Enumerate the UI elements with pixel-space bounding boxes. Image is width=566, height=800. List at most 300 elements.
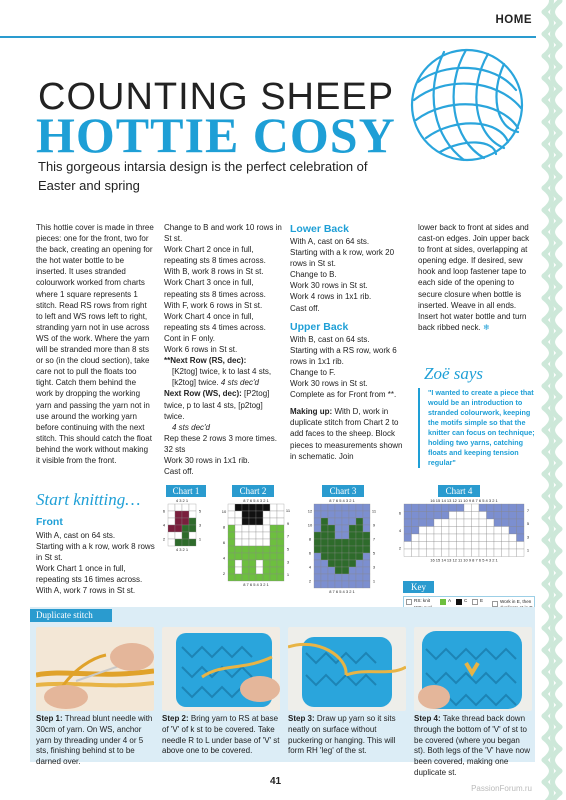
chart-cell <box>487 534 495 542</box>
para: [k2tog] twice. 4 sts dec'd <box>172 378 259 388</box>
chart-column-numbers: 4 3 2 1 <box>175 547 189 552</box>
subtitle: This gorgeous intarsia design is the perfect celebration of Easter and spring <box>38 159 368 193</box>
chart-cell <box>235 525 242 532</box>
chart-cell <box>321 539 328 546</box>
chart-cell <box>242 532 249 539</box>
chart-cell <box>314 504 321 511</box>
chart-cell <box>502 549 510 557</box>
chart-cell <box>342 553 349 560</box>
chart-cell <box>270 560 277 567</box>
chart-cell <box>270 532 277 539</box>
step-3-text: Step 3: Draw up yarn so it sits neatly on surface without puckering or hanging. This will form RH 'leg' of the st. <box>288 714 396 756</box>
chart-cell <box>270 511 277 518</box>
title-line-2: HOTTIE COSY <box>36 107 396 163</box>
chart-row-number: 12 <box>307 508 313 514</box>
chart-cell <box>427 512 435 520</box>
chart-cell <box>502 542 510 550</box>
chart-cell <box>509 519 517 527</box>
chart-cell <box>412 534 420 542</box>
chart-4-grid <box>392 498 538 568</box>
chart-cell <box>249 553 256 560</box>
chart-cell <box>349 574 356 581</box>
chart-cell <box>502 519 510 527</box>
chart-cell <box>479 549 487 557</box>
chart-cell <box>464 527 472 535</box>
chart-cell <box>249 525 256 532</box>
chart-cell <box>472 534 480 542</box>
chart-cell <box>356 581 363 588</box>
instructions-column-4 <box>418 222 538 333</box>
designer-quote-box <box>418 364 538 467</box>
chart-cell <box>263 525 270 532</box>
chart-cell <box>328 539 335 546</box>
chart-cell <box>235 539 242 546</box>
chart-cell <box>263 518 270 525</box>
chart-cell <box>404 549 412 557</box>
chart-cell <box>509 534 517 542</box>
chart-cell <box>494 527 502 535</box>
chart-cell <box>270 518 277 525</box>
chart-cell <box>249 518 256 525</box>
para: Starting with a RS row, work 6 rows in 1x1 rib. <box>290 345 397 366</box>
chart-cell <box>479 504 487 512</box>
chart-cell <box>182 525 189 532</box>
chart-cell <box>182 518 189 525</box>
chart-row-number: 5 <box>198 508 202 514</box>
chart-cell <box>356 574 363 581</box>
chart-cell <box>314 560 321 567</box>
chart-cell <box>242 553 249 560</box>
watermark: PassionForum.ru <box>471 784 532 793</box>
chart-cell <box>487 519 495 527</box>
chart-cell <box>404 519 412 527</box>
chart-2-label: Chart 2 <box>232 485 274 497</box>
chart-cell <box>314 546 321 553</box>
chart-cell <box>168 525 175 532</box>
chart-column-numbers: 8 7 6 5 4 3 2 1 <box>329 498 355 503</box>
chart-cell <box>328 574 335 581</box>
chart-cell <box>356 525 363 532</box>
chart-cell <box>404 527 412 535</box>
chart-cell <box>228 546 235 553</box>
page-number: 41 <box>270 776 282 787</box>
making-up: Making up: With D, work in duplicate stitch from Chart 2 to add faces to the sheep. Block pieces to measurements shown in schematic. Join <box>290 407 403 461</box>
chart-row-number: 2 <box>222 570 226 576</box>
chart-row-number: 8 <box>308 536 312 542</box>
chart-cell <box>517 519 525 527</box>
para: Complete as for Front from **. <box>290 390 397 400</box>
chart-column-numbers: 8 7 6 5 4 3 2 1 <box>243 498 269 503</box>
next-row-ws: Next Row (WS, dec): [P2tog] twice, p to last 4 sts, [p2tog] twice. <box>164 389 270 421</box>
chart-row-number: 11 <box>371 508 377 514</box>
step-2-photo <box>162 627 280 711</box>
chart-row-number: 4 <box>162 522 166 528</box>
para: Work 30 rows in St st. <box>290 281 368 291</box>
intro-column <box>36 222 154 466</box>
chart-cell <box>349 560 356 567</box>
chart-cell <box>228 553 235 560</box>
chart-cell <box>442 534 450 542</box>
next-row-rs-label: **Next Row (RS, dec): <box>164 356 247 366</box>
front-section <box>36 515 156 597</box>
chart-row-number: 4 <box>308 564 312 570</box>
upper-back-heading: Upper Back <box>290 320 349 333</box>
chart-cell <box>419 527 427 535</box>
para: With A, work 7 rows in St st. <box>36 586 136 596</box>
chart-cell <box>487 504 495 512</box>
chart-cell <box>235 560 242 567</box>
chart-cell <box>335 581 342 588</box>
chart-row-number: 6 <box>222 540 226 545</box>
chart-cell <box>363 511 370 518</box>
chart-cell <box>182 539 189 546</box>
chart-cell <box>277 532 284 539</box>
chart-cell <box>256 539 263 546</box>
chart-cell <box>335 532 342 539</box>
chart-cell <box>434 549 442 557</box>
chart-cell <box>270 574 277 581</box>
chart-cell <box>182 511 189 518</box>
chart-row-number: 2 <box>308 578 312 584</box>
chart-row-number: 8 <box>222 524 226 530</box>
yarn-ball-illustration <box>404 42 530 168</box>
chart-cell <box>235 574 242 581</box>
chart-cell <box>479 519 487 527</box>
chart-cell <box>479 512 487 520</box>
step-4-photo <box>414 627 532 711</box>
chart-cell <box>249 539 256 546</box>
chart-cell <box>242 539 249 546</box>
chart-cell <box>235 504 242 511</box>
chart-cell <box>270 504 277 511</box>
chart-cell <box>342 504 349 511</box>
para: With B, work 8 rows in St st. <box>164 267 264 277</box>
chart-cell <box>235 553 242 560</box>
chart-cell <box>228 560 235 567</box>
chart-row-number: 10 <box>307 522 313 528</box>
chart-cell <box>256 511 263 518</box>
chart-cell <box>277 539 284 546</box>
chart-row-number: 2 <box>162 536 166 542</box>
chart-cell <box>168 518 175 525</box>
chart-cell <box>442 519 450 527</box>
step-1-text: Step 1: Thread blunt needle with 30cm of yarn. On WS, anchor yarn by threading under 4 or 5 sts, finishing behind st to be darned over. <box>36 714 153 767</box>
chart-cell <box>412 504 420 512</box>
para: Cast off. <box>164 467 194 477</box>
chart-cell <box>342 518 349 525</box>
chart-cell <box>314 567 321 574</box>
chart-cell <box>235 567 242 574</box>
chart-cell <box>277 525 284 532</box>
chart-cell <box>328 532 335 539</box>
chart-cell <box>314 553 321 560</box>
chart-cell <box>277 511 284 518</box>
chart-cell <box>321 546 328 553</box>
chart-cell <box>335 539 342 546</box>
chart-cell <box>363 546 370 553</box>
key-label: Key <box>403 581 434 593</box>
chart-cell <box>356 518 363 525</box>
chart-cell <box>228 539 235 546</box>
title-line-1: COUNTING SHEEP <box>38 76 395 118</box>
chart-cell <box>228 518 235 525</box>
chart-cell <box>342 560 349 567</box>
chart-cell <box>263 553 270 560</box>
chart-cell <box>335 553 342 560</box>
chart-cell <box>419 504 427 512</box>
chart-cell <box>168 539 175 546</box>
chart-cell <box>472 512 480 520</box>
chart-cell <box>321 560 328 567</box>
chart-cell <box>412 549 420 557</box>
chart-cell <box>419 542 427 550</box>
chart-cell <box>249 511 256 518</box>
para: Starting with a k row, work 20 rows in St st. <box>290 248 395 269</box>
chart-cell <box>321 504 328 511</box>
chart-cell <box>335 546 342 553</box>
para: Work 30 rows in 1x1 rib. <box>164 455 250 465</box>
chart-cell <box>434 519 442 527</box>
chart-cell <box>335 504 342 511</box>
chart-column-numbers: 4 3 2 1 <box>175 498 189 503</box>
chart-cell <box>427 542 435 550</box>
chart-cell <box>442 549 450 557</box>
chart-cell <box>249 504 256 511</box>
chart-cell <box>509 512 517 520</box>
chart-cell <box>494 549 502 557</box>
chart-cell <box>328 518 335 525</box>
chart-row-number: 4 <box>222 555 226 561</box>
chart-row-number: 11 <box>285 507 291 513</box>
chart-cell <box>449 534 457 542</box>
chart-cell <box>349 539 356 546</box>
chart-cell <box>449 519 457 527</box>
chart-cell <box>256 525 263 532</box>
chart-cell <box>464 534 472 542</box>
chart-cell <box>277 560 284 567</box>
chart-cell <box>457 512 465 520</box>
chart-cell <box>457 542 465 550</box>
chart-cell <box>263 539 270 546</box>
chart-cell <box>434 527 442 535</box>
chart-cell <box>175 518 182 525</box>
chart-cell <box>168 511 175 518</box>
chart-cell <box>449 527 457 535</box>
chart-cell <box>363 539 370 546</box>
chart-cell <box>228 511 235 518</box>
chart-cell <box>464 549 472 557</box>
para: Work Chart 4 once in full, repeating sts 4 times across. <box>164 311 266 332</box>
chart-cell <box>457 534 465 542</box>
chart-cell <box>328 511 335 518</box>
chart-cell <box>356 546 363 553</box>
chart-cell <box>328 504 335 511</box>
chart-cell <box>494 519 502 527</box>
chart-row-number: 3 <box>526 534 530 540</box>
chart-cell <box>363 567 370 574</box>
chart-cell <box>314 511 321 518</box>
header-rule <box>0 36 536 38</box>
chart-cell <box>502 512 510 520</box>
chart-cell <box>464 519 472 527</box>
chart-cell <box>449 512 457 520</box>
chart-cell <box>182 504 189 511</box>
chart-cell <box>356 567 363 574</box>
chart-cell <box>449 504 457 512</box>
chart-cell <box>228 574 235 581</box>
chart-cell <box>502 527 510 535</box>
chart-cell <box>242 567 249 574</box>
chart-cell <box>189 525 196 532</box>
para: lower back to front at sides and cast-on edges. Join upper back to front at sides, overlapping at opening edge. If desired, sew hook and loop fastener tape to each side of the opening to secure closure when bottle is inserted. Weave in all ends. Insert hot water bottle and turn back ribbed neck. ❄ <box>418 223 530 332</box>
chart-cell <box>168 532 175 539</box>
chart-cell <box>434 504 442 512</box>
chart-cell <box>363 518 370 525</box>
chart-cell <box>256 553 263 560</box>
chart-cell <box>235 532 242 539</box>
chart-cell <box>349 581 356 588</box>
chart-cell <box>277 553 284 560</box>
chart-row-number: 3 <box>198 522 202 528</box>
lower-back-heading: Lower Back <box>290 223 349 235</box>
chart-cell <box>277 504 284 511</box>
para: Change to B and work 10 rows in St st. <box>164 223 282 244</box>
chart-cell <box>442 512 450 520</box>
chart-cell <box>256 574 263 581</box>
chart-cell <box>270 546 277 553</box>
chart-cell <box>349 518 356 525</box>
chart-cell <box>335 518 342 525</box>
chart-cell <box>270 539 277 546</box>
chart-row-number: 5 <box>286 546 290 552</box>
chart-cell <box>427 549 435 557</box>
chart-cell <box>502 504 510 512</box>
chart-cell <box>328 525 335 532</box>
chart-cell <box>479 527 487 535</box>
chart-row-number: 1 <box>372 578 376 584</box>
chart-cell <box>342 546 349 553</box>
chart-cell <box>517 512 525 520</box>
chart-1-grid <box>160 498 216 554</box>
chart-cell <box>494 504 502 512</box>
chart-cell <box>321 553 328 560</box>
chart-cell <box>517 527 525 535</box>
chart-cell <box>270 525 277 532</box>
chart-cell <box>168 504 175 511</box>
chart-cell <box>182 532 189 539</box>
chart-cell <box>228 567 235 574</box>
designer-quote-text: "I wanted to create a piece that would be an introduction to stranded colourwork, keeping the motifs simple so that the knitter can focus on technique; holding two yarns, catching floats and keeping tension regular" <box>418 388 538 468</box>
para: Work Chart 1 once in full, repeating sts 16 times across. <box>36 564 143 585</box>
intro-text: This hottie cover is made in three pieces: one for the front, two for the back, creating an opening for the hot water bottle to be inserted. It uses stranded colourwork worked from charts where 1 square represents 1 stitch. Read RS rows from right to left and WS rows left to right, stranding yarn not in use across WS of the work. Where the yarn will be stranded more than 8 sts or so (in the cloud section), take care not to pull the floats too tight. Catch them behind the work by dropping the working yarn and passing the yarn not in use around the working yarn before continuing with the next stitch. This should catch the float behind the work without making it visible from the front. <box>36 223 154 465</box>
chart-cell <box>404 534 412 542</box>
para: Cast off. <box>290 303 320 313</box>
chart-cell <box>328 553 335 560</box>
chart-cell <box>449 542 457 550</box>
chart-cell <box>464 542 472 550</box>
chart-cell <box>464 512 472 520</box>
chart-cell <box>356 539 363 546</box>
chart-cell <box>228 525 235 532</box>
chart-cell <box>363 574 370 581</box>
section-label: HOME <box>495 14 532 26</box>
para: With A, cast on 64 sts. <box>290 237 370 246</box>
chart-row-number: 7 <box>526 508 530 514</box>
chart-cell <box>175 539 182 546</box>
chart-row-number: 5 <box>372 550 376 556</box>
chart-cell <box>175 525 182 532</box>
chart-cell <box>277 574 284 581</box>
chart-cell <box>228 532 235 539</box>
chart-row-number: 7 <box>372 536 376 542</box>
chart-row-number: 6 <box>398 510 402 516</box>
chart-cell <box>487 549 495 557</box>
chart-cell <box>249 560 256 567</box>
chart-cell <box>349 546 356 553</box>
chart-cell <box>442 527 450 535</box>
chart-row-number: 2 <box>398 545 402 551</box>
chart-cell <box>356 560 363 567</box>
chart-cell <box>270 553 277 560</box>
key-body: RS: knit A C E Work in E, then <box>403 596 535 618</box>
chart-cell <box>434 534 442 542</box>
chart-row-number: 1 <box>198 536 202 542</box>
chart-cell <box>487 542 495 550</box>
chart-cell <box>256 546 263 553</box>
para: Work 4 rows in 1x1 rib. <box>290 292 372 302</box>
chart-cell <box>335 511 342 518</box>
chart-cell <box>517 549 525 557</box>
chart-row-number: 1 <box>526 547 530 553</box>
chart-cell <box>427 527 435 535</box>
chart-cell <box>249 546 256 553</box>
chart-cell <box>321 511 328 518</box>
chart-cell <box>263 504 270 511</box>
chart-cell <box>494 512 502 520</box>
chart-row-number: 4 <box>398 527 402 533</box>
chart-cell <box>242 518 249 525</box>
chart-cell <box>412 519 420 527</box>
duplicate-stitch-label: Duplicate stitch <box>30 609 112 622</box>
chart-cell <box>494 542 502 550</box>
para: With F, work 6 rows in St st. <box>164 300 263 310</box>
chart-cell <box>356 511 363 518</box>
chart-cell <box>509 527 517 535</box>
chart-cell <box>419 549 427 557</box>
chart-cell <box>349 511 356 518</box>
chart-row-number: 9 <box>286 520 290 526</box>
chart-cell <box>263 511 270 518</box>
step-1-photo <box>36 627 154 711</box>
chart-cell <box>457 527 465 535</box>
chart-cell <box>442 542 450 550</box>
chart-cell <box>189 532 196 539</box>
chart-cell <box>479 534 487 542</box>
chart-cell <box>242 504 249 511</box>
chart-cell <box>487 512 495 520</box>
chart-row-number: 7 <box>286 533 290 539</box>
chart-cell <box>314 581 321 588</box>
chart-cell <box>479 542 487 550</box>
chart-cell <box>457 519 465 527</box>
chart-cell <box>256 567 263 574</box>
step-2-text: Step 2: Bring yarn to RS at base of 'V' of k st to be covered. Take needle R to L under base of 'V' st above one to be covered. <box>162 714 280 756</box>
chart-cell <box>349 532 356 539</box>
chart-row-number: 6 <box>162 508 166 514</box>
chart-cell <box>242 511 249 518</box>
chart-cell <box>412 542 420 550</box>
chart-cell <box>314 532 321 539</box>
